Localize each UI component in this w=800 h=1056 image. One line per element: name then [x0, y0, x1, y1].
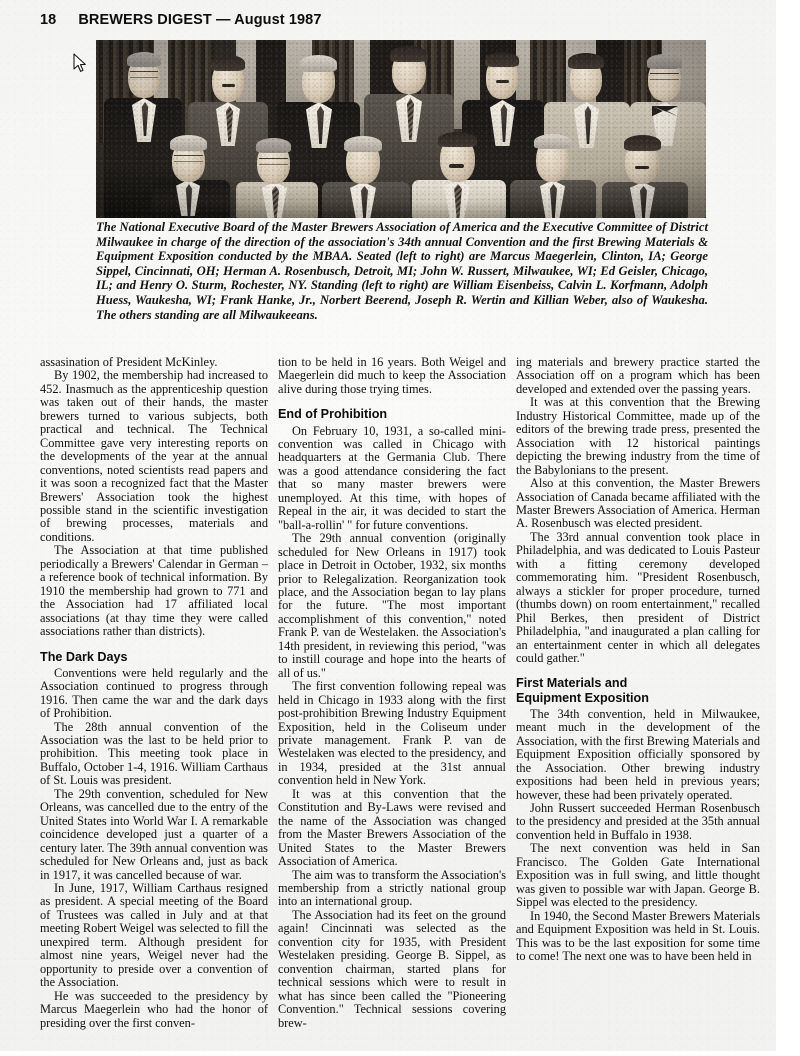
paragraph: The 34th convention, held in Milwaukee, meant much in the development of the Association, with the first Brewing Materials and Equipment Exposition officially sponsored by the Association. Other brewing industry expositions had been held in previous years; however, these had been privately operated.	[516, 706, 760, 802]
paragraph: It was at this convention that the Brewing Industry Historical Committee, made up of the editors of the brewing trade press, presented the Association with 12 historical paintings depicting the brewing industry from the time of the Babylonians to the present.	[516, 395, 760, 477]
paragraph: It was at this convention that the Constitution and By-Laws were revised and the name of the Association was changed from the Master Brewers Association of the United States to the Master Brewers Association of America.	[278, 786, 506, 869]
photo-figure	[96, 40, 706, 218]
paragraph: The first convention following repeal was held in Chicago in 1933 along with the first post-prohibition Brewing Industry Equipment Exposition, held in the Coliseum under private management. Frank P. van de Westelaken was elected to the presidency, and in 1934, presided at the 31st annual convention held in New York.	[278, 679, 506, 788]
running-head	[40, 12, 740, 28]
paragraph: In June, 1917, William Carthaus resigned as president. A special meeting of the Board of Trustees was called in July and at that meeting Robert Weigel was selected to fill the unexpired term. Although president for almost nine years, Weigel never had the opportunity to preside over a convention of the Association.	[40, 880, 268, 990]
paragraph: The 28th annual convention of the Association was the last to be held prior to prohibition. This meeting took place in Buffalo, October 1-4, 1916. William Carthaus of St. Louis was president.	[40, 719, 268, 788]
paragraph: ing materials and brewery practice started the Association off on a program which has been developed and extended over the passing years.	[516, 355, 760, 396]
paragraph: He was succeeded to the presidency by Marcus Maegerlein who had the honor of presiding over the first conven-	[40, 988, 268, 1030]
paragraph: The Association had its feet on the ground again! Cincinnati was selected as the convention city for 1935, with President Westelaken presiding. George B. Sippel, as convention chairman, started plans for technical sessions which were to result in what has since been called the "Pioneering Convention." Technical sessions covering brew-	[278, 907, 506, 1030]
paragraph: By 1902, the membership had increased to 452. Inasmuch as the apprenticeship question was taken out of their hands, the master brewers turned to various subjects, both practical and technical. The Technical Committee gave very interesting reports on the developments of the year at the annual conventions, noted scientists read papers and it was soon a recognized fact that the Master Brewers' Association took the highest possible stand in the scientific investigation of brewing processes, materials and conditions.	[40, 368, 268, 544]
paragraph: The 29th convention, scheduled for New Orleans, was cancelled due to the entry of the United States into World War I. A remarkable coincidence developed just a quarter of a century later. The 39th annual convention was scheduled for New Orleans and, just as back in 1917, it was cancelled because of war.	[40, 786, 268, 882]
page-edge-white-margin	[776, 0, 800, 1051]
heading-line-2: Equipment Exposition	[516, 690, 649, 705]
paragraph: On February 10, 1931, a so-called mini-convention was called in Chicago with headquarters at the Germania Club. There was a good attendance considering the fact that so many master brewers were unemployed. At this time, with hopes of Repeal in the air, it was decided to start the "ball-a-rollin' " for future conventions.	[278, 423, 506, 532]
paragraph: Also at this convention, the Master Brewers Association of Canada became affiliated with the Master Brewers Association of America. Herman A. Rosenbusch was elected president.	[516, 476, 760, 531]
paragraph: assasination of President McKinley.	[40, 355, 218, 369]
paragraph: John Russert succeeded Herman Rosenbusch to the presidency and presided at the 35th annual convention held in Buffalo in 1938.	[516, 801, 760, 842]
group-photograph	[96, 40, 706, 218]
figure-caption: The National Executive Board of the Master Brewers Association of America and the Executive Committee of District Milwaukee in charge of the direction of the association's 34th annual Convention and the first Brewing Materials & Equipment Exposition conducted by the MBAA. Seated (left to right) are Marcus Maegerlein, Clinton, IA; George Sippel, Cincinnati, OH; Herman A. Rosenbusch, Detroit, MI; John W. Russert, Milwaukee, WI; Ed Geisler, Chicago, IL; and Henry O. Sturm, Rochester, NY. Standing (left to right) are William Eisenbeiss, Calvin L. Korfmann, Adolph Huess, Waukesha, WI; Frank Hanke, Jr., Norbert Beerend, Joseph R. Wertin and Killian Weber, also of Waukesha. The others standing are all Milwaukeeans.	[96, 220, 708, 322]
publication-title: BREWERS DIGEST — August 1987	[78, 12, 322, 28]
article-body	[40, 356, 760, 1056]
section-heading-end-of-prohibition: End of Prohibition	[278, 407, 388, 422]
text-column-3	[516, 356, 760, 963]
paragraph: The Association at that time published periodically a Brewers' Calendar in German – a reference book of technical information. By 1910 the membership had grown to 771 and the Association had 17 affiliated local associations (at thay time they were called associations rather than districts).	[40, 543, 268, 639]
text-column-2	[278, 356, 506, 1030]
heading-line-1: First Materials and	[516, 676, 628, 691]
paragraph: Conventions were held regularly and the Association continued to progress through 1916. Then came the war and the dark days of Prohibition.	[40, 665, 268, 721]
paragraph: In 1940, the Second Master Brewers Materials and Equipment Exposition was held in St. Louis. This was to be the last exposition for some time to come! The next one was to have been held in	[516, 908, 761, 963]
section-heading-dark-days: The Dark Days	[40, 649, 128, 664]
page-folio-number: 18	[40, 12, 57, 28]
paragraph: The 29th annual convention (originally scheduled for New Orleans in 1917) took place in Detroit in October, 1932, six months prior to Relegalization. Reorganization took place, and the Association began to lay plans for the future. "The most important accomplishment of this convention," noted Frank P. van de Westelaken. the Association's 14th president, in reviewing this period, "was to instill courage and hope into the hearts of all of us."	[278, 531, 506, 680]
paragraph: tion to be held in 16 years. Both Weigel and Maegerlein did much to keep the Association alive during those trying times.	[278, 355, 506, 396]
text-column-1	[40, 356, 268, 1030]
section-heading-first-materials-equipment-exposition	[516, 676, 760, 704]
paragraph: The aim was to transform the Association's membership from a strictly national group into an international group.	[278, 867, 506, 909]
paragraph: The 33rd annual convention took place in Philadelphia, and was dedicated to Louis Pasteur with a fitting ceremony developed commemorating him. "President Rosenbusch, always a stickler for proper procedure, turned (thumbs down) on room entertainment," recalled Phil Berkes, then president of District Philadelphia, "and inaugurated a plan calling for an entertainment center in which all delegates could gather."	[516, 529, 760, 665]
paragraph: The next convention was held in San Francisco. The Golden Gate International Exposition was in full swing, and little thought was given to possible war with Japan. George B. Sippel was elected to the presidency.	[516, 841, 760, 910]
mouse-pointer-icon	[73, 53, 87, 73]
